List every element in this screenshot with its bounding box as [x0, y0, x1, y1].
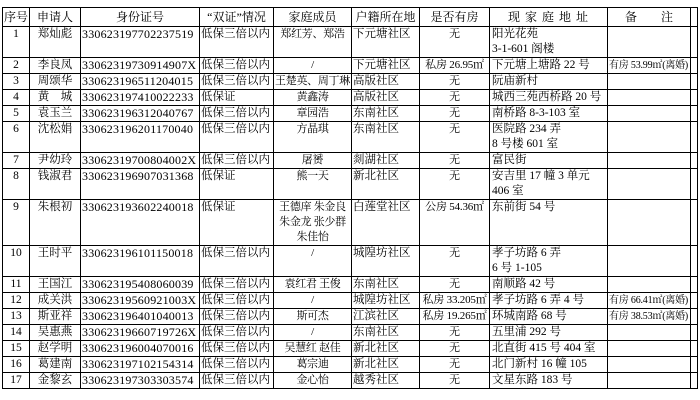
column-header-number: 序号	[3, 8, 30, 27]
cell-applicant: 王时平	[30, 246, 81, 277]
cell-applicant: 葛建南	[30, 357, 81, 373]
column-header-certificate-status: “双证”情况	[200, 8, 274, 27]
cell-certificate-status: 低保三倍以内	[200, 58, 274, 74]
cell-partial-column	[691, 200, 698, 246]
cell-applicant: 尹幼玲	[30, 153, 81, 169]
cell-partial-column	[691, 341, 698, 357]
cell-partial-column	[691, 153, 698, 169]
cell-partial-column	[691, 58, 698, 74]
cell-household-registration: 城隍坊社区	[352, 293, 420, 309]
cell-certificate-status: 低保三倍以内	[200, 27, 274, 58]
cell-current-address	[490, 27, 608, 58]
cell-applicant: 斯亚祥	[30, 309, 81, 325]
cell-certificate-status: 低保三倍以内	[200, 277, 274, 293]
cell-certificate-status: 低保证	[200, 169, 274, 200]
cell-certificate-status: 低保三倍以内	[200, 309, 274, 325]
cell-applicant: 李良凤	[30, 58, 81, 74]
cell-current-address	[490, 357, 608, 373]
address-line: 406 室	[492, 185, 524, 197]
cell-number: 8	[3, 169, 30, 200]
cell-housing: 无	[420, 106, 490, 122]
address-line: 安吉里 17 幢 3 单元	[492, 170, 590, 182]
cell-partial-column	[691, 309, 698, 325]
cell-family-members	[274, 58, 352, 74]
cell-id-number: 330623196511204015	[81, 74, 200, 90]
cell-household-registration: 东南社区	[352, 325, 420, 341]
cell-id-number: 330623196201170040	[81, 122, 200, 153]
cell-number: 14	[3, 325, 30, 341]
cell-certificate-status: 低保三倍以内	[200, 373, 274, 389]
table-header-row	[3, 8, 698, 27]
address-line: 8 号楼 601 室	[492, 138, 559, 150]
address-line: 东前街 54 号	[492, 201, 556, 213]
cell-current-address	[490, 293, 608, 309]
cell-remark	[608, 27, 691, 58]
cell-number: 17	[3, 373, 30, 389]
cell-applicant: 成关洪	[30, 293, 81, 309]
cell-certificate-status: 低保证	[200, 90, 274, 106]
table-row	[3, 58, 698, 74]
cell-family-members	[274, 169, 352, 200]
cell-certificate-status: 低保三倍以内	[200, 122, 274, 153]
cell-family-members	[274, 357, 352, 373]
cell-applicant: 郑灿彪	[30, 27, 81, 58]
cell-remark	[608, 74, 691, 90]
cell-number: 12	[3, 293, 30, 309]
cell-household-registration: 城隍坊社区	[352, 246, 420, 277]
cell-certificate-status: 低保三倍以内	[200, 106, 274, 122]
cell-remark	[608, 357, 691, 373]
cell-id-number: 330623196312040767	[81, 106, 200, 122]
cell-family-members	[274, 246, 352, 277]
column-header-housing: 是否有房	[420, 8, 490, 27]
cell-family-members	[274, 74, 352, 90]
cell-id-number: 33062319730914907X	[81, 58, 200, 74]
address-line: 文星东路 183 号	[492, 374, 573, 386]
cell-household-registration: 新北社区	[352, 341, 420, 357]
cell-remark	[608, 277, 691, 293]
column-header-family-members: 家庭成员	[274, 8, 352, 27]
cell-family-members	[274, 27, 352, 58]
cell-certificate-status: 低保三倍以内	[200, 153, 274, 169]
cell-remark	[608, 200, 691, 246]
address-line: 五里浦 292 号	[492, 326, 561, 338]
cell-household-registration: 东南社区	[352, 277, 420, 293]
cell-applicant: 袁玉兰	[30, 106, 81, 122]
cell-id-number: 330623197410022233	[81, 90, 200, 106]
family-member-line: 袁红君 王俊	[284, 278, 341, 290]
cell-remark	[608, 153, 691, 169]
cell-number: 16	[3, 357, 30, 373]
cell-current-address	[490, 200, 608, 246]
cell-current-address	[490, 90, 608, 106]
cell-household-registration: 高版社区	[352, 90, 420, 106]
cell-remark	[608, 325, 691, 341]
cell-remark	[608, 169, 691, 200]
family-member-line: 熊一天	[296, 170, 329, 182]
address-line: 富民街	[492, 154, 527, 166]
cell-partial-column	[691, 106, 698, 122]
cell-household-registration: 越秀社区	[352, 373, 420, 389]
family-member-line: 章园浩	[296, 107, 329, 119]
cell-certificate-status: 低保三倍以内	[200, 246, 274, 277]
cell-id-number: 330623197102154314	[81, 357, 200, 373]
address-line: 南顺路 42 号	[492, 278, 556, 290]
cell-family-members	[274, 200, 352, 246]
cell-household-registration: 新北社区	[352, 357, 420, 373]
address-line: 孝子坊路 6 弄 4 号	[492, 294, 584, 306]
cell-household-registration: 东南社区	[352, 122, 420, 153]
cell-current-address	[490, 58, 608, 74]
column-header-id-number: 身份证号	[81, 8, 200, 27]
family-member-line: 金心怡	[296, 374, 329, 386]
family-member-line: 黄鑫涛	[296, 91, 329, 103]
cell-housing: 私房 26.95㎡	[420, 58, 490, 74]
address-line: 北直街 415 号 404 室	[492, 342, 596, 354]
cell-family-members	[274, 293, 352, 309]
cell-id-number: 33062319660719726X	[81, 325, 200, 341]
cell-certificate-status: 低保三倍以内	[200, 325, 274, 341]
address-line: 医院路 234 弄	[492, 123, 561, 135]
cell-family-members	[274, 153, 352, 169]
table-row	[3, 373, 698, 389]
column-header-partial	[691, 8, 698, 27]
cell-housing: 无	[420, 246, 490, 277]
cell-housing: 无	[420, 373, 490, 389]
cell-id-number: 330623196401040013	[81, 309, 200, 325]
cell-household-registration: 下元塘社区	[352, 27, 420, 58]
cell-id-number: 330623196004070016	[81, 341, 200, 357]
address-line: 环城南路 68 号	[492, 310, 567, 322]
table-row	[3, 153, 698, 169]
address-line: 城西三苑西桥路 20 号	[492, 91, 602, 103]
table-row	[3, 357, 698, 373]
table-row	[3, 341, 698, 357]
cell-housing: 无	[420, 169, 490, 200]
table-row	[3, 277, 698, 293]
cell-id-number: 330623196907031368	[81, 169, 200, 200]
family-member-line: 斯可杰	[296, 310, 329, 322]
table-row	[3, 74, 698, 90]
cell-housing: 无	[420, 325, 490, 341]
table-row	[3, 90, 698, 106]
cell-partial-column	[691, 357, 698, 373]
cell-number: 5	[3, 106, 30, 122]
family-member-line: 方晶琪	[296, 123, 329, 135]
family-member-line: 吴慧红 赵佳	[284, 342, 341, 354]
cell-applicant: 朱根初	[30, 200, 81, 246]
cell-housing: 无	[420, 122, 490, 153]
cell-family-members	[274, 90, 352, 106]
cell-household-registration: 新北社区	[352, 169, 420, 200]
column-header-applicant: 申请人	[30, 8, 81, 27]
table-row	[3, 309, 698, 325]
cell-number: 9	[3, 200, 30, 246]
cell-current-address	[490, 122, 608, 153]
cell-housing: 公房 54.36㎡	[420, 200, 490, 246]
cell-partial-column	[691, 74, 698, 90]
cell-current-address	[490, 74, 608, 90]
cell-remark: 有房 66.41㎡(离婚)	[608, 293, 691, 309]
cell-housing: 私房 19.265㎡	[420, 309, 490, 325]
table-body	[3, 27, 698, 389]
cell-family-members	[274, 106, 352, 122]
cell-partial-column	[691, 27, 698, 58]
cell-current-address	[490, 373, 608, 389]
cell-applicant: 钱淑君	[30, 169, 81, 200]
cell-id-number: 330623197303303574	[81, 373, 200, 389]
cell-partial-column	[691, 246, 698, 277]
cell-partial-column	[691, 90, 698, 106]
cell-housing: 无	[420, 27, 490, 58]
cell-partial-column	[691, 373, 698, 389]
cell-remark	[608, 341, 691, 357]
address-line: 阳光花苑	[492, 28, 538, 40]
cell-number: 7	[3, 153, 30, 169]
cell-family-members	[274, 277, 352, 293]
table-row	[3, 325, 698, 341]
cell-current-address	[490, 153, 608, 169]
cell-remark	[608, 246, 691, 277]
cell-id-number: 330623193602240018	[81, 200, 200, 246]
address-line: 下元塘上塘路 22 号	[492, 59, 590, 71]
cell-household-registration: 高版社区	[352, 74, 420, 90]
cell-family-members	[274, 309, 352, 325]
cell-partial-column	[691, 293, 698, 309]
family-member-line: 郑红芳、郑浩	[280, 28, 345, 40]
table-row	[3, 200, 698, 246]
cell-housing: 无	[420, 341, 490, 357]
cell-family-members	[274, 325, 352, 341]
cell-remark: 有房 53.99㎡(离婚)	[608, 58, 691, 74]
cell-number: 2	[3, 58, 30, 74]
cell-housing: 无	[420, 357, 490, 373]
cell-certificate-status: 低保三倍以内	[200, 293, 274, 309]
cell-applicant: 赵学明	[30, 341, 81, 357]
column-header-remark: 备 注	[608, 8, 691, 27]
cell-current-address	[490, 277, 608, 293]
cell-applicant: 沈松娟	[30, 122, 81, 153]
cell-housing: 无	[420, 277, 490, 293]
cell-family-members	[274, 341, 352, 357]
cell-household-registration: 江滨社区	[352, 309, 420, 325]
address-line: 南桥路 8-3-103 室	[492, 107, 581, 119]
family-member-line: /	[311, 247, 314, 259]
table-row	[3, 169, 698, 200]
cell-id-number: 330623197702237519	[81, 27, 200, 58]
cell-family-members	[274, 122, 352, 153]
cell-remark	[608, 373, 691, 389]
family-member-line: /	[311, 294, 314, 306]
address-line: 3-1-601 阁楼	[492, 43, 555, 55]
cell-certificate-status: 低保三倍以内	[200, 74, 274, 90]
cell-housing: 私房 33.205㎡	[420, 293, 490, 309]
cell-number: 4	[3, 90, 30, 106]
cell-household-registration: 白莲堂社区	[352, 200, 420, 246]
cell-number: 11	[3, 277, 30, 293]
address-line: 孝子坊路 6 弄	[492, 247, 561, 259]
cell-certificate-status: 低保证	[200, 200, 274, 246]
address-line: 北门新村 16 幢 105	[492, 358, 587, 370]
cell-housing: 无	[420, 153, 490, 169]
cell-remark	[608, 90, 691, 106]
table-row	[3, 293, 698, 309]
table-row	[3, 246, 698, 277]
family-member-line: 朱佳怡	[296, 231, 329, 243]
cell-number: 13	[3, 309, 30, 325]
cell-id-number: 330623196101150018	[81, 246, 200, 277]
cell-household-registration: 下元塘社区	[352, 58, 420, 74]
applicant-table-sheet	[2, 7, 697, 389]
cell-current-address	[490, 325, 608, 341]
address-line: 6 号 1-105	[492, 262, 542, 274]
column-header-household-registration: 户籍所在地	[352, 8, 420, 27]
cell-id-number: 330623195408060039	[81, 277, 200, 293]
cell-housing: 无	[420, 90, 490, 106]
cell-family-members	[274, 373, 352, 389]
cell-remark	[608, 122, 691, 153]
family-member-line: 王德庠 朱金良	[279, 201, 346, 213]
cell-certificate-status: 低保三倍以内	[200, 341, 274, 357]
cell-current-address	[490, 169, 608, 200]
cell-id-number: 33062319700804002X	[81, 153, 200, 169]
family-member-line: 屠赟	[301, 154, 324, 166]
cell-current-address	[490, 246, 608, 277]
cell-id-number: 33062319560921003X	[81, 293, 200, 309]
family-member-line: /	[311, 326, 314, 338]
cell-certificate-status: 低保三倍以内	[200, 357, 274, 373]
cell-remark	[608, 106, 691, 122]
cell-applicant: 王国江	[30, 277, 81, 293]
cell-current-address	[490, 309, 608, 325]
cell-number: 3	[3, 74, 30, 90]
cell-number: 10	[3, 246, 30, 277]
cell-applicant: 黄 城	[30, 90, 81, 106]
cell-applicant: 金黎玄	[30, 373, 81, 389]
cell-number: 6	[3, 122, 30, 153]
family-member-line: /	[311, 59, 314, 71]
cell-partial-column	[691, 122, 698, 153]
cell-current-address	[490, 106, 608, 122]
cell-partial-column	[691, 169, 698, 200]
cell-housing: 无	[420, 74, 490, 90]
family-member-line: 王楚英、周丁琳	[275, 75, 350, 87]
cell-applicant: 吴惠燕	[30, 325, 81, 341]
address-line: 阮庙新村	[492, 75, 538, 87]
cell-household-registration: 东南社区	[352, 106, 420, 122]
family-member-line: 朱金龙 张少群	[279, 216, 346, 228]
cell-applicant: 周颂华	[30, 74, 81, 90]
cell-remark: 有房 38.53㎡(离婚)	[608, 309, 691, 325]
column-header-current-address: 现 家 庭 地 址	[490, 8, 608, 27]
table-row	[3, 106, 698, 122]
applicant-table	[2, 7, 698, 389]
cell-number: 15	[3, 341, 30, 357]
cell-number: 1	[3, 27, 30, 58]
table-row	[3, 122, 698, 153]
family-member-line: 葛宗迪	[296, 358, 329, 370]
cell-partial-column	[691, 277, 698, 293]
table-row	[3, 27, 698, 58]
cell-partial-column	[691, 325, 698, 341]
cell-current-address	[490, 341, 608, 357]
cell-household-registration: 剡湖社区	[352, 153, 420, 169]
